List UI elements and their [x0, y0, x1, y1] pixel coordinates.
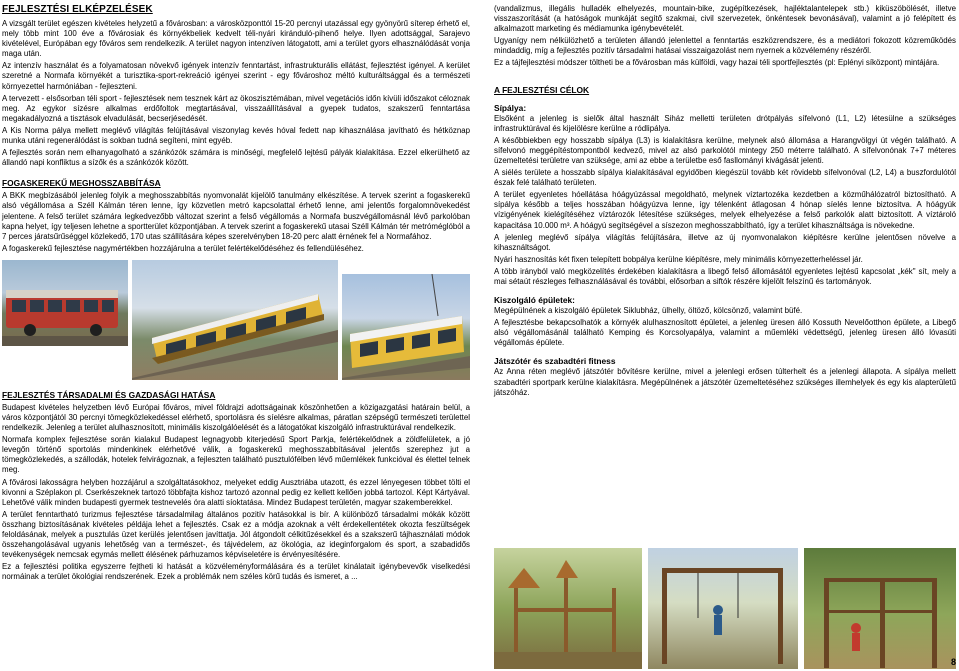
- paragraph: A fővárosi lakosságra helyben hozzájárul a szolgáltatásokhoz, melyeket eddig Ausztriába utazott, és ezzel lényegesen többet tölti el kivonni a Széplakon pl. Cserkészeknek tartozó többfajta kishoz tartozó azonnal pedig ez kellett kellően jobbá tartozol. Képt Kártyával. Lehetővé válik minden budapesti gyermek testnevelés óra alatti síoktatása. Mindez Budapest területén, magyar szakemberekkel.: [2, 477, 470, 507]
- playground-photos: [494, 548, 956, 669]
- paragraph: A siélés területe a hosszabb sípálya kialakításával egyidőben kiegészül tovább két rövidebb sífelvonóval (L2, L4) a buszfordulótól észak felé található területen.: [494, 168, 956, 188]
- paragraph: Megépülnének a kiszolgáló épületek Siklubház, ülhelly, öltöző, kölcsönző, valamint büfé.: [494, 306, 803, 316]
- paragraph: Ez a tájfejlesztési módszer töltheti be a fővárosban más külföldi, vagy hazai téli sportfejlesztés (pl: Eplényi síközpont) mintájára.: [494, 58, 940, 68]
- paragraph: Ez a fejlesztési politika egyszerre fejtheti ki hatását a közvéleményformálására és a terület kinálatait igénybevevők viselkedési normáinak a terület ökológiai rendszerének. Ezek a problémák nem széles körű tudás és ismeret, a ...: [2, 562, 470, 582]
- train-photos: [2, 260, 470, 380]
- paragraph: Nyári hasznosítás két fixen telepített bobpálya kerülne kiépítésre, mely minimális környezetterheléssel jár.: [494, 254, 863, 264]
- railway-photo: [342, 274, 470, 380]
- heading-fejlesztesi-elkepzelesek: FEJLESZTÉSI ELKÉPZELÉSEK: [2, 4, 153, 15]
- playground-photo-2: [648, 548, 798, 669]
- bus-photo: [2, 260, 128, 346]
- paragraph: A BKK megbízásából jelenleg folyik a meghosszabbítás nyomvonalát kijelölő tanulmány elkészítése. A tervek szerint a fogaskerekű alsó végállomása a Széll Kálmán téren lenne, így közvetlen metró kapcsolattal érhető lenne, ami jelentős forgalomnövekedést jelentene. A felső terület számára legkedvezőbb változat szerint a felső végállomás a Normafa buszvégállomásnál lévő parkolóban kapna helyet, így teljesen lehetne a sportterület központjában. A tervek szerint a fogaskerekű utasai Széll Kálmán tér metróméglóból a 7 perces járatsűrűséggel közlekedő, 170 utas szállítására képes szerelvényben 18-20 perc alatt érnének fel a Normafához.: [2, 191, 471, 241]
- paragraph: A több irányból való megközelítés érdekében kialakításra a libegő felső állomásától egyenletes lejtésű kapcsolat „kék" sít, mely a mai sétaút részleges felhasználásával és további, elősorban a siftók részére kijelölt felszínű és tartományok.: [494, 266, 956, 286]
- paragraph: A fejlesztés során nem elhanyagolható a szánkózók számára is minőségi, megfelelő lejtésű pályák kialakítása. Ezzel elkerülhető az állandó napi konfliktus a sízők és a szánkózók között.: [2, 148, 470, 168]
- right-column: [494, 4, 956, 400]
- heading-tarsadalmi-hatas: FEJLESZTÉS TÁRSADALMI ÉS GAZDASÁGI HATÁSA: [2, 389, 216, 400]
- heading-fogaskereku: FOGASKEREKŰ MEGHOSSZABBÍTÁSA: [2, 178, 161, 189]
- heading-fejlesztesi-celok: A FEJLESZTÉSI CÉLOK: [494, 84, 590, 95]
- heading-sipalya: Sípálya:: [494, 102, 527, 113]
- paragraph: Normafa komplex fejlesztése során kialakul Budapest legnagyobb kiterjedésű Sport Parkja, felértékelődnek a zöldfelületek, a jó levegőn történő sportolás mindenkinek elérhetővé válik, a fogaskerekű meghosszabbításával jelentős szerephez jut a tömegközlekedés, a szállodák, hotelek felvirágoznak, a fejleszten található pusztulófélben lévő műemlékek funkcióval és élettel telnek meg.: [2, 435, 470, 475]
- playground-photo-1: [494, 548, 642, 669]
- paragraph: (vandalizmus, illegális hulladék elhelyezés, mountain-bike, zugépítkezések, hajléktalantelepek stb.) kiküszöbölését, illetve visszaszorítását (a hatóságok munkáját segítő szakmai, civil szervezetek, önkéntesek bevonásával), valamint a jó felépített és alkalmazott marketing és médiamunka igénybevételét.: [494, 4, 956, 34]
- cogwheel-train-photo: [132, 260, 338, 380]
- heading-kiszolgalo-epuletek: Kiszolgáló épületek:: [494, 295, 575, 306]
- paragraph: A tervezett - elsősorban téli sport - fejlesztések nem tesznek kárt az ökoszisztémában, mivel vegetációs időn kívüli időszakot céloznak meg. Az egykor sízésre alkalmas erdőfoltok megtartásával, visszaállításával a gyepek tudatos, szakszerű fenntartása megakadályozná a tisztások elvadulását, becserjésedését.: [2, 93, 470, 123]
- page-number: 8: [950, 657, 956, 667]
- paragraph: A terület fenntartható turizmus fejlesztése társadalmilag általános pozitív hatásokkal is bír. A különböző társadalmi mókák között összhang biztosításának kivételes példája lehet a fejlesztés. Csak ez a módja azoknak a vélt érdekellentétek okozta feszültségek feloldásának, melyek a pusztulás üzet kerülés jelentősen javíttatja. Jól átgondolt célkitűzésekkel és a szakszerű tájhasználati módok összehangolásával ugyanis lehetőség van a természet-, és tájvédelem, az ökológia, az ideginforgalom és sport, a szabadidős tevékenységek nemcsak egymás mellett élésének párhuzamos képviseletére is érvényesítésére.: [2, 509, 470, 560]
- paragraph: A későbbiekben egy hosszabb sípálya (L3) is kialakításra kerülne, melynek alsó állomása a Harangvölgyi út végén található. A sífelvonó meggépítéstompontból kedvező, mivel az alsó parkolótól mintegy 250 méterre található. A sífelvonónak 7+7 méteres üzemeltetési területre van szüksége, ami az ebbe a területbe eső fasllományi kivágását jelenti.: [494, 135, 956, 165]
- paragraph: Az intenzív használat és a folyamatosan növekvő igények intenzív fenntartást, infrastrukturális ellátást, fejlesztést igényel. A kerület szeretné a Normafa környékét a turisztika-sport-rekreáció igényei szerint - egy fővároshoz méltó kulturáltsággal és a természeti környezettel harmóniában - fejleszteni.: [2, 61, 470, 91]
- paragraph: A fogaskerekű fejlesztése nagymértékben hozzájárulna a terület felértékelődéséhez és fellendüléséhez.: [2, 243, 364, 253]
- paragraph: Ugyanígy nem nélkülözhető a területen állandó jelenlettel a fenntartás eszközrendszere, és a mediátori fokozott közreműködés mindaddig, míg a fejlesztés pozitív társadalmi hatásai visszaigazolást nem nyernek a közvélemény részéről.: [494, 36, 956, 56]
- paragraph: Elsőként a jelenleg is sielők által használt Siház melletti területen drótpályás sífelvonó (L1, L2) létesülne a szükséges infrastruktúrával és kijelölésre kerülne a ródlipálya.: [494, 113, 956, 133]
- paragraph: A vizsgált terület egészen kivételes helyzetű a fővárosban: a városközponttól 15-20 percnyi utazással egy gyönyörű síterep érhető el, mely több mint 100 éve a fővárosiak és környékbeliek kedvelt téli-nyári kiránduló-pihenő helye. Ilyen adottsággal, Sarajevo kivételével, Európában egy főváros sem rendelkezik. A terület nagyon intenzíven látogatott, ami a terület gyors elhasználódását vonja maga után.: [2, 19, 470, 59]
- paragraph: Budapest kivételes helyzetben lévő Európai főváros, mivel földrajzi adottságainak köszönhetően a közigazgatási határain belül, a város központjától 30 percnyi tömegközlekedéssel elérhető, sportolásra és síelésre alkalmas, páratlan szépségű természeti területtel rendelkezik. Jelenleg a terület alulhasznosított, minimális kiszolgálóelését és a látogatókat kiszolgáló infrastruktúrával rendelkezik.: [2, 402, 470, 433]
- paragraph: A terület egyenletes hóellátása hóágyúzással megoldható, melynek víztartozéka kezdetben a közműhálózatról biztosítható. A sípálya később a teljes hosszában hóágyúzva lenne, így télenként átlagosan 4 hónap síelés lenne biztosítva. A hóágyúk vízigényének kielégítéséhez víztározók létesítése szükséges, melyek elhelyezése a felső parkolók alatt biztosított. A víztároló kapacitása 10.000 m³. A hóágyú segítségével a síszezon meghosszabbítható, így a terület kihasználtsága is növekedne.: [494, 190, 956, 230]
- paragraph: Az Anna réten meglévő játszótér bővítésre kerülne, mivel a jelenlegi erősen túlterhelt és a jelenlegi állapota. A sípálya mellett szabadtéri sportpark kerülne kialakításra. Megépülnének a játszótér üzemeltetéséhez szükséges illemhelyek és egy kis alapterületű játszóház.: [494, 367, 956, 397]
- heading-jatszoter: Játszótér és szabadtéri fitness: [494, 356, 616, 367]
- left-column: [2, 4, 470, 584]
- paragraph: A jelenleg meglévő sípálya világítás felújítására, illetve az új nyomvonalakon kiépítésre kerülne jelentősen növelve a kihasználtságot.: [494, 232, 956, 252]
- paragraph: A fejlesztésbe bekapcsolhatók a környék alulhasznosított épületei, a jelenleg üresen álló Kossuth Nevelőotthon épülete, a Libegő alsó végállomásánál található Kemping és Korcsolyapálya, valamint a műemléki védettségű, jelenleg üresen álló lóvasúti végállomás épülete.: [494, 318, 956, 348]
- playground-photo-3: [804, 548, 956, 669]
- paragraph: A Kis Norma pálya mellett meglévő világítás felújításával viszonylag kevés hóval fedett nap kihasználása javítható és hétköznap munka utáni regenerálódást is sokban tudná segíteni, mint egyéb.: [2, 125, 470, 146]
